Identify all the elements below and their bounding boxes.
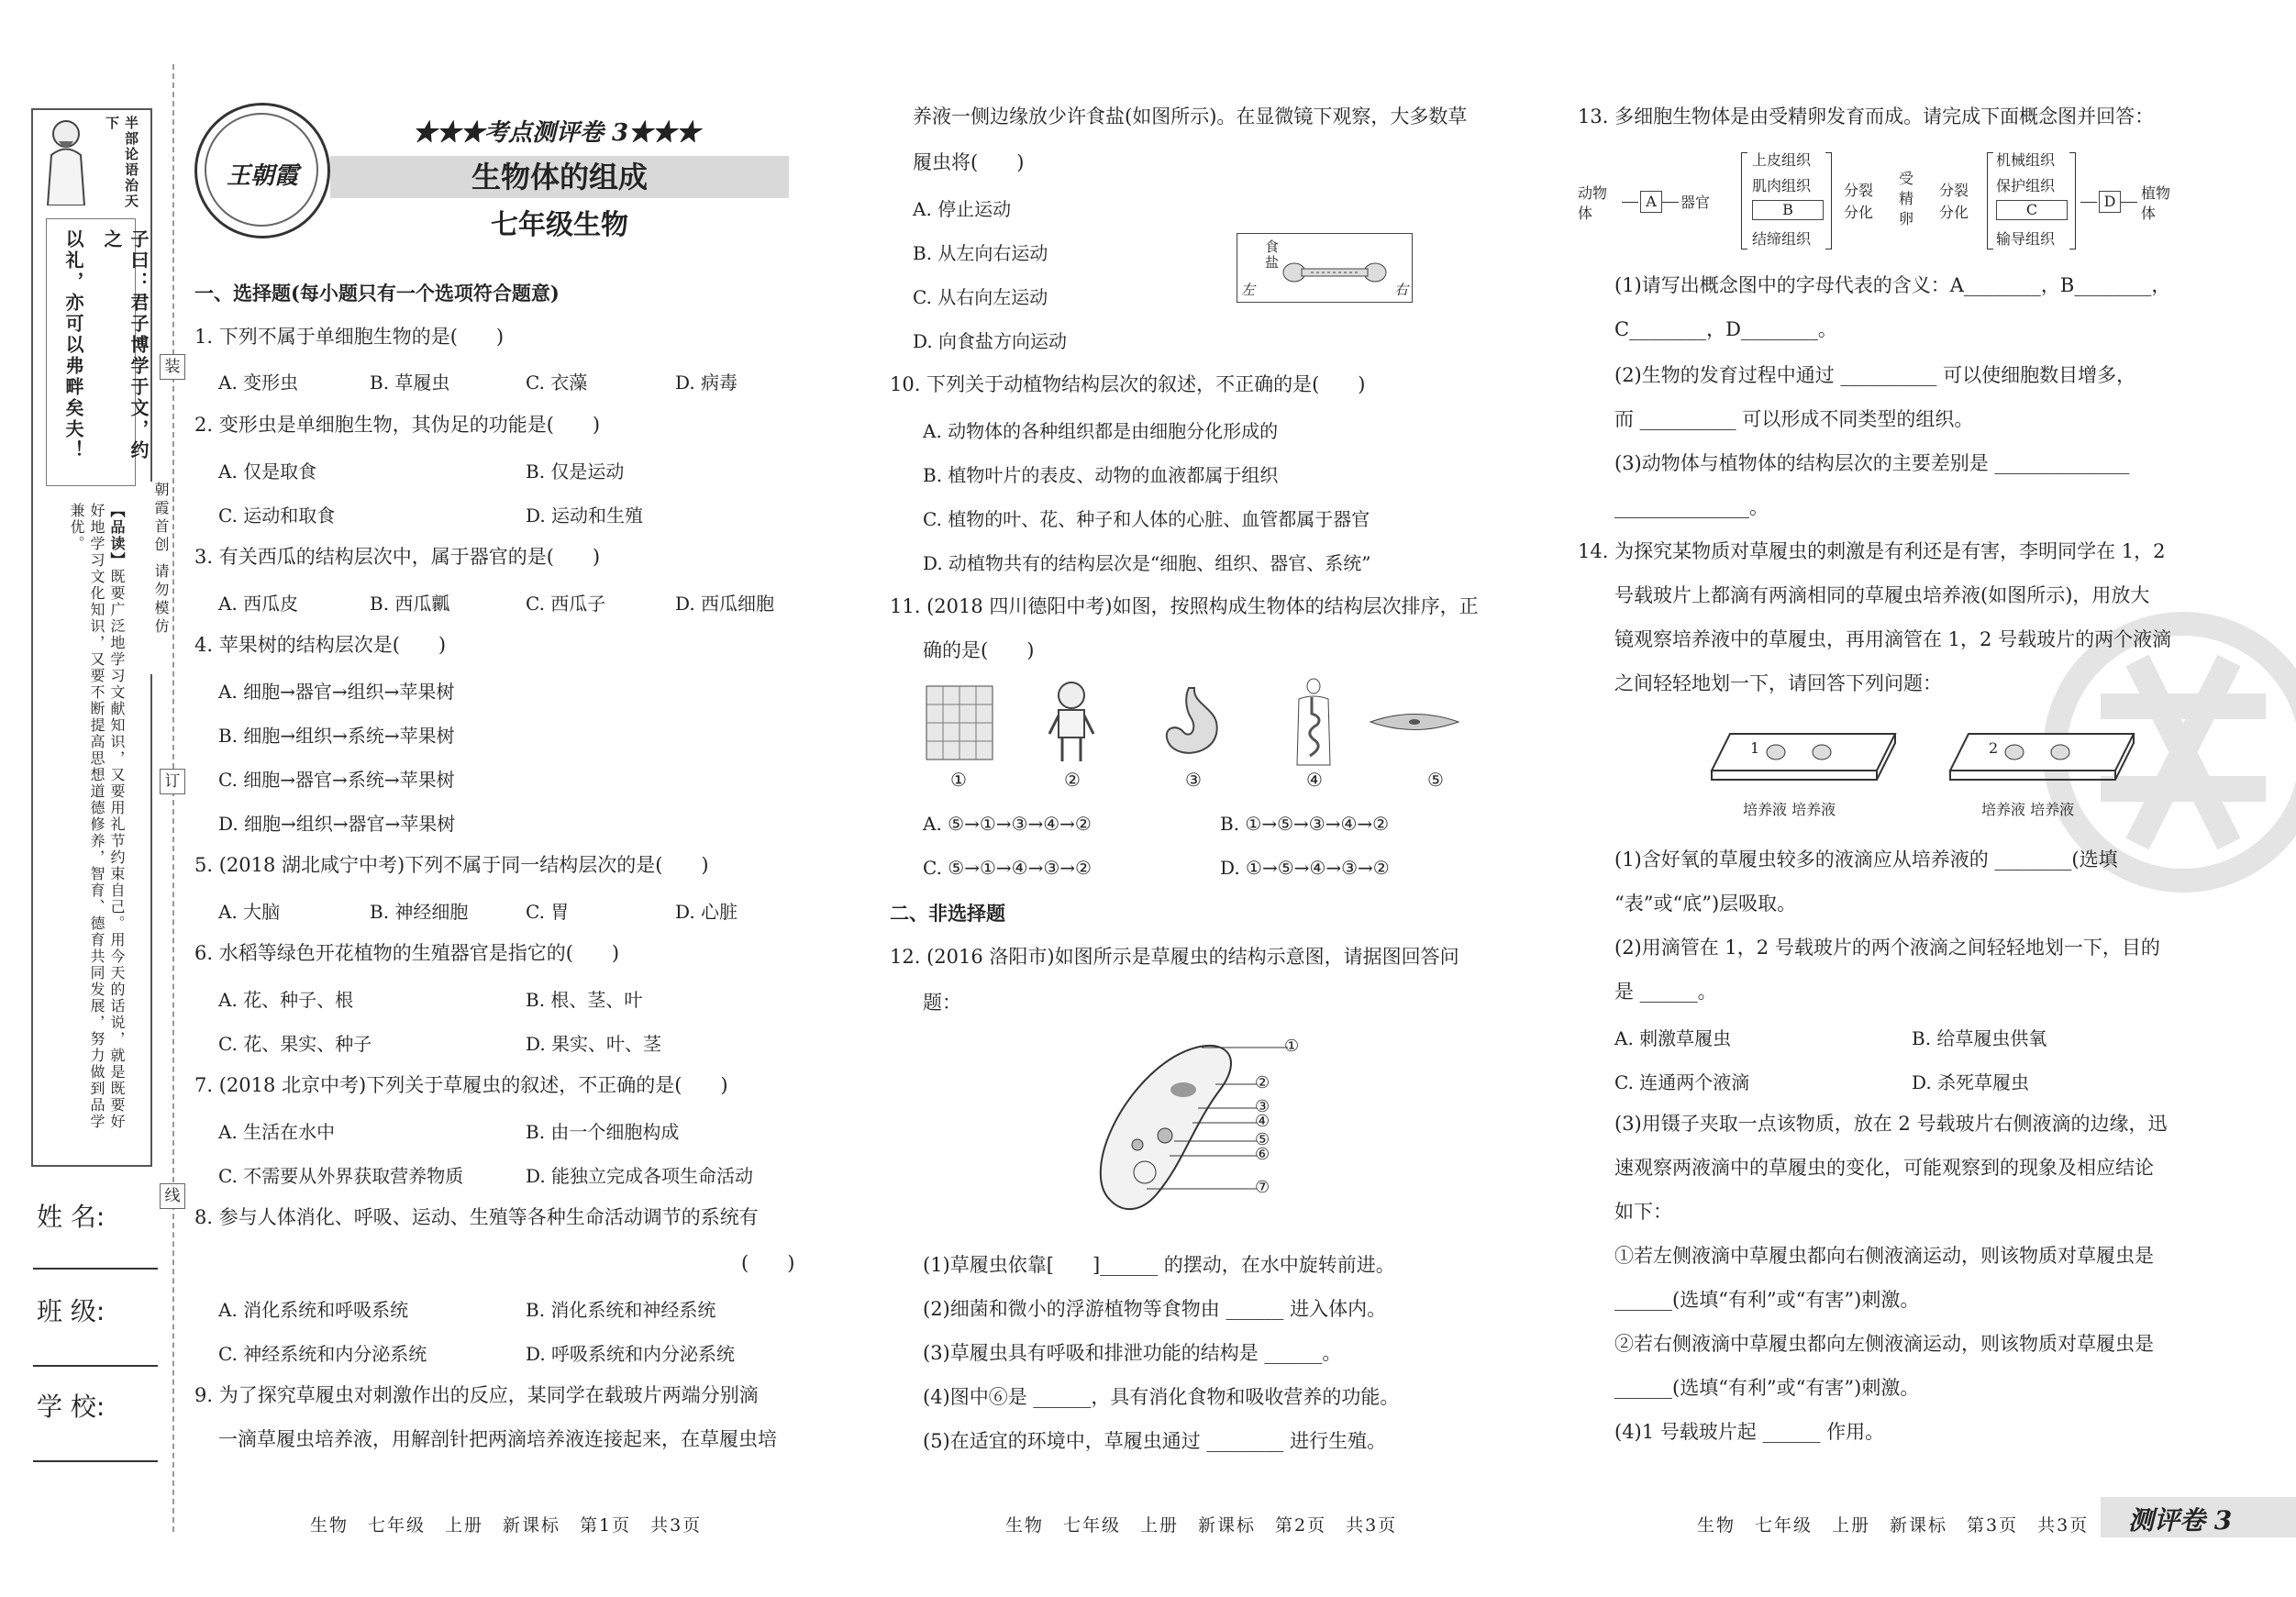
- cm-plant-tissue-1: 机械组织: [1996, 151, 2056, 169]
- q1-opt-a[interactable]: A. 变形虫: [218, 372, 299, 394]
- q12-sub-4[interactable]: (4)图中⑥是 ______，具有消化食物和吸收营养的功能。: [923, 1386, 1400, 1408]
- test-badge: 测评卷 3: [2128, 1505, 2233, 1536]
- q10-opt-d[interactable]: D. 动植物共有的结构层次是“细胞、组织、器官、系统”: [923, 552, 1371, 574]
- q8-opt-b[interactable]: B. 消化系统和神经系统: [526, 1299, 716, 1321]
- q9-stem-line-4: 履虫将( ): [913, 151, 1025, 173]
- q10-opt-a[interactable]: A. 动物体的各种组织都是由细胞分化形成的: [923, 420, 1279, 442]
- q1-opt-c[interactable]: C. 衣藻: [526, 372, 588, 394]
- q5-stem: 5. (2018 湖北咸宁中考)下列不属于同一结构层次的是( ): [194, 854, 709, 876]
- q13-sub-2b[interactable]: 而 __________ 可以形成不同类型的组织。: [1614, 408, 1974, 430]
- quote-line-1: 子曰：君子博学于文，约之: [101, 229, 150, 461]
- q14-sub-2a[interactable]: (2)用滴管在 1，2 号载玻片的两个液滴之间轻轻地划一下，目的: [1614, 937, 2160, 959]
- exam-title: ★★★考点测评卷 3★★★: [413, 119, 701, 147]
- q13-sub-1b[interactable]: C________，D________。: [1614, 318, 1837, 340]
- reading-label: 【品读】: [108, 503, 126, 569]
- q13-concept-map: [1578, 149, 2192, 259]
- q12-sub-5[interactable]: (5)在适宜的环境中，草履虫通过 ________ 进行生殖。: [923, 1430, 1387, 1452]
- cm-arrow-3: [2080, 202, 2097, 203]
- cm-division-2: 分裂分化: [1939, 182, 1969, 221]
- q12-fig-label-3: ③: [1255, 1097, 1270, 1116]
- q8-opt-a[interactable]: A. 消化系统和呼吸系统: [218, 1299, 409, 1321]
- q14-case-2a: ②若右侧液滴中草履虫都向左侧液滴运动，则该物质对草履虫是: [1614, 1333, 2154, 1355]
- q12-fig-label-6: ⑥: [1255, 1145, 1270, 1164]
- page-subtitle: 七年级生物: [491, 209, 628, 241]
- q5-opt-b[interactable]: B. 神经细胞: [370, 901, 469, 923]
- q12-fig-label-2: ②: [1255, 1073, 1270, 1092]
- reading-text: 既要广泛地学习文献知识，又要用礼节约束自己。用今天的话说，就是既要好好地学习文化知识，又要不断提高思想道德修养，智育、德育共同发展，努力做到品学兼优。: [68, 503, 126, 1130]
- q12-fig-label-4: ④: [1255, 1112, 1270, 1131]
- q10-opt-c[interactable]: C. 植物的叶、花、种子和人体的心脏、血管都属于器官: [923, 508, 1370, 530]
- q9-stem-line-3: 养液一侧边缘放少许食盐(如图所示)。在显微镜下观察，大多数草: [913, 105, 1468, 128]
- q9-fig-right-label: 右: [1393, 282, 1408, 298]
- q9-opt-d[interactable]: D. 向食盐方向运动: [913, 330, 1068, 352]
- cm-animal-tissue-bracket-r: [1825, 152, 1832, 250]
- q4-opt-d[interactable]: D. 细胞→组织→器官→苹果树: [218, 813, 456, 835]
- q11-opt-d[interactable]: D. ①→⑤→④→③→②: [1220, 857, 1390, 879]
- q5-opt-c[interactable]: C. 胃: [526, 901, 570, 923]
- cm-box-d: D: [2099, 191, 2121, 213]
- q11-figure-stomach: [1158, 682, 1227, 761]
- q2-stem: 2. 变形虫是单细胞生物，其伪足的功能是( ): [194, 414, 601, 436]
- q14-slide-1-liquid-labels: 培养液 培养液: [1743, 801, 1836, 818]
- q14-stem-line-4: 之间轻轻地划一下，请回答下列问题：: [1614, 672, 1942, 694]
- binding-line: [172, 64, 174, 1532]
- q5-opt-d[interactable]: D. 心脏: [675, 901, 738, 923]
- q14-opt-a[interactable]: A. 刺激草履虫: [1614, 1027, 1732, 1049]
- name-field[interactable]: [33, 1268, 158, 1270]
- q3-opt-b[interactable]: B. 西瓜瓤: [370, 593, 450, 615]
- confucius-portrait: [39, 114, 94, 205]
- q14-sub-1a[interactable]: (1)含好氧的草履虫较多的液滴应从培养液的 ________(选填: [1614, 848, 2118, 871]
- cm-animal-tissue-2: 肌肉组织: [1752, 177, 1812, 194]
- school-label: 学 校:: [37, 1392, 105, 1422]
- cm-arrow-2: [1662, 202, 1679, 203]
- cm-box-b: B: [1752, 200, 1824, 220]
- cm-arrow-1: [1622, 202, 1638, 203]
- q11-figure-boy: [1042, 679, 1101, 767]
- q11-opt-c[interactable]: C. ⑤→①→④→③→②: [923, 857, 1092, 879]
- q14-case-1b[interactable]: ______(选填“有利”或“有害”)刺激。: [1614, 1289, 1920, 1311]
- cm-plant-tissue-2: 保护组织: [1996, 177, 2056, 194]
- logo-badge: [194, 103, 330, 238]
- cm-arrow-4: [2121, 202, 2137, 203]
- q13-sub-1a[interactable]: (1)请写出概念图中的字母代表的含义：A________，B________，: [1614, 274, 2171, 296]
- class-field[interactable]: [33, 1365, 158, 1367]
- q9-stem-line-1: 9. 为了探究草履虫对刺激作出的反应，某同学在载玻片两端分别滴: [194, 1384, 759, 1406]
- page-footer-2: 生物 七年级 上册 新课标 第2页 共3页: [1005, 1515, 1398, 1536]
- q6-opt-c[interactable]: C. 花、果实、种子: [218, 1033, 372, 1055]
- q14-slide-1-figure: [1703, 725, 1904, 816]
- q3-opt-d[interactable]: D. 西瓜细胞: [675, 593, 775, 615]
- q9-fig-left-label: 左: [1241, 282, 1256, 298]
- seal-char-1: 装: [160, 354, 185, 380]
- q14-sub-3c: 如下：: [1614, 1201, 1672, 1223]
- page-title: 生物体的组成: [471, 160, 648, 194]
- name-label: 姓 名:: [37, 1202, 105, 1232]
- cm-animal-tissue-1: 上皮组织: [1752, 151, 1812, 169]
- cm-plant-tissue-bracket: [1987, 152, 1993, 250]
- section-non-choice: 二、非选择题: [890, 902, 1005, 925]
- q13-sub-3a[interactable]: (3)动物体与植物体的结构层次的主要差别是 ______________: [1614, 452, 2130, 474]
- q7-opt-b[interactable]: B. 由一个细胞构成: [526, 1121, 680, 1143]
- q1-stem: 1. 下列不属于单细胞生物的是( ): [194, 326, 505, 348]
- page-footer-3: 生物 七年级 上册 新课标 第3页 共3页: [1697, 1515, 2090, 1536]
- brand-vertical: 朝霞首创 请勿模仿: [150, 482, 172, 674]
- q12-sub-2[interactable]: (2)细菌和微小的浮游植物等食物由 ______ 进入体内。: [923, 1298, 1387, 1320]
- q14-slide-2-liquid-labels: 培养液 培养液: [1981, 801, 2075, 818]
- q12-fig-label-1: ①: [1284, 1037, 1300, 1056]
- q9-opt-a[interactable]: A. 停止运动: [913, 198, 1012, 220]
- q1-opt-d[interactable]: D. 病毒: [675, 372, 738, 394]
- q6-opt-d[interactable]: D. 果实、叶、茎: [526, 1033, 662, 1055]
- q11-opt-a[interactable]: A. ⑤→①→③→④→②: [923, 813, 1092, 835]
- q8-stem: 8. 参与人体消化、呼吸、运动、生殖等各种生命活动调节的系统有: [194, 1206, 759, 1228]
- q14-case-1a: ①若左侧液滴中草履虫都向右侧液滴运动，则该物质对草履虫是: [1614, 1245, 2154, 1267]
- q8-opt-c[interactable]: C. 神经系统和内分泌系统: [218, 1343, 427, 1365]
- cm-zygote: 受精卵: [1899, 170, 1914, 227]
- q14-case-2b[interactable]: ______(选填“有利”或“有害”)刺激。: [1614, 1377, 1920, 1399]
- q11-opt-b[interactable]: B. ①→⑤→③→④→②: [1220, 813, 1390, 835]
- q11-figure-tissue: [923, 681, 996, 763]
- cm-box-c: C: [1996, 200, 2068, 220]
- q7-opt-d[interactable]: D. 能独立完成各项生命活动: [526, 1165, 754, 1187]
- q10-opt-b[interactable]: B. 植物叶片的表皮、动物的血液都属于组织: [923, 464, 1279, 486]
- q9-stem-line-2: 一滴草履虫培养液，用解剖针把两滴培养液连接起来，在草履虫培: [218, 1428, 777, 1450]
- q2-opt-c[interactable]: C. 运动和取食: [218, 505, 336, 527]
- q14-stem-line-3: 镜观察培养液中的草履虫，再用滴管在 1，2 号载玻片的两个液滴: [1614, 628, 2172, 650]
- quote-line-2: 以礼，亦可以弗畔矣夫！: [62, 229, 84, 461]
- q11-stem-line-1: 11. (2018 四川德阳中考)如图，按照构成生物体的结构层次排序，正: [890, 595, 1479, 617]
- q14-sub-1b[interactable]: “表”或“底”)层吸取。: [1614, 893, 1797, 915]
- q14-opt-d[interactable]: D. 杀死草履虫: [1912, 1071, 2030, 1093]
- q9-opt-c[interactable]: C. 从右向左运动: [913, 286, 1048, 308]
- q10-stem: 10. 下列关于动植物结构层次的叙述，不正确的是( ): [890, 373, 1366, 395]
- seal-char-3: 线: [160, 1183, 185, 1209]
- q13-sub-2a[interactable]: (2)生物的发育过程中通过 __________ 可以使细胞数目增多，: [1614, 364, 2136, 386]
- q2-opt-b[interactable]: B. 仅是运动: [526, 460, 625, 482]
- q7-opt-a[interactable]: A. 生活在水中: [218, 1121, 336, 1143]
- seal-char-2: 订: [160, 769, 185, 794]
- q12-paramecium-figure: [1082, 1035, 1312, 1218]
- q4-opt-a[interactable]: A. 细胞→器官→组织→苹果树: [218, 681, 455, 703]
- cm-box-a: A: [1640, 191, 1662, 213]
- q8-paren: ( ): [741, 1252, 795, 1274]
- q14-slide-1-number: 1: [1750, 739, 1760, 757]
- q7-stem: 7. (2018 北京中考)下列关于草履虫的叙述，不正确的是( ): [194, 1074, 728, 1096]
- q6-opt-a[interactable]: A. 花、种子、根: [218, 989, 354, 1011]
- q14-slide-2-figure: [1941, 725, 2143, 816]
- cm-animal-tissue-bracket: [1741, 152, 1747, 250]
- q13-stem: 13. 多细胞生物体是由受精卵发育而成。请完成下面概念图并回答：: [1578, 105, 2155, 128]
- q14-slide-2-number: 2: [1989, 739, 1999, 757]
- cm-division-1: 分裂分化: [1844, 182, 1874, 221]
- q1-opt-b[interactable]: B. 草履虫: [370, 372, 450, 394]
- q7-opt-c[interactable]: C. 不需要从外界获取营养物质: [218, 1165, 464, 1187]
- q11-fig-label-2: ②: [1064, 769, 1081, 791]
- cm-organ: 器官: [1680, 194, 1711, 211]
- q11-stem-line-2: 确的是( ): [923, 639, 1035, 661]
- q2-opt-a[interactable]: A. 仅是取食: [218, 460, 317, 482]
- q12-fig-label-7: ⑦: [1255, 1178, 1270, 1197]
- cm-plant: 植物体: [2141, 184, 2171, 222]
- q12-stem-line-2: 题：: [923, 992, 961, 1014]
- cm-animal: 动物体: [1578, 184, 1608, 222]
- q11-fig-label-3: ③: [1185, 769, 1202, 791]
- q9-opt-b[interactable]: B. 从左向右运动: [913, 242, 1048, 264]
- q11-fig-label-1: ①: [950, 769, 967, 791]
- q14-stem-line-1: 14. 为探究某物质对草履虫的刺激是有利还是有害，李明同学在 1，2: [1578, 540, 2166, 562]
- q12-sub-1[interactable]: (1)草履虫依靠[ ]______ 的摆动，在水中旋转前进。: [923, 1254, 1395, 1276]
- q12-stem-line-1: 12. (2016 洛阳市)如图所示是草履虫的结构示意图，请据图回答问: [890, 946, 1459, 968]
- q4-opt-c[interactable]: C. 细胞→器官→系统→苹果树: [218, 769, 455, 791]
- cm-plant-tissue-bracket-r: [2069, 152, 2076, 250]
- q14-stem-line-2: 号载玻片上都滴有两滴相同的草履虫培养液(如图所示)，用放大: [1614, 584, 2150, 606]
- q11-figure-muscle-cell: [1369, 708, 1460, 736]
- q11-figure-digestive-system: [1284, 677, 1343, 767]
- cm-animal-tissue-4: 结缔组织: [1752, 230, 1812, 248]
- q12-sub-3[interactable]: (3)草履虫具有呼吸和排泄功能的结构是 ______。: [923, 1342, 1342, 1364]
- q8-opt-d[interactable]: D. 呼吸系统和内分泌系统: [526, 1343, 736, 1365]
- q4-stem: 4. 苹果树的结构层次是( ): [194, 634, 447, 656]
- page-footer-1: 生物 七年级 上册 新课标 第1页 共3页: [310, 1515, 703, 1536]
- cm-plant-tissue-4: 输导组织: [1996, 230, 2056, 248]
- q12-fig-label-5: ⑤: [1255, 1130, 1270, 1149]
- class-label: 班 级:: [37, 1296, 105, 1326]
- q2-opt-d[interactable]: D. 运动和生殖: [526, 505, 644, 527]
- q14-sub-3a: (3)用镊子夹取一点该物质，放在 2 号载玻片右侧液滴的边缘，迅: [1614, 1113, 2168, 1135]
- q5-opt-a[interactable]: A. 大脑: [218, 901, 281, 923]
- q14-opt-b[interactable]: B. 给草履虫供氧: [1912, 1027, 2047, 1049]
- q3-opt-a[interactable]: A. 西瓜皮: [218, 593, 299, 615]
- q3-stem: 3. 有关西瓜的结构层次中，属于器官的是( ): [194, 546, 601, 568]
- q14-sub-2b[interactable]: 是 ______。: [1614, 981, 1717, 1003]
- q6-stem: 6. 水稻等绿色开花植物的生殖器官是指它的( ): [194, 942, 620, 964]
- section-choice: 一、选择题(每小题只有一个选项符合题意): [194, 282, 560, 305]
- q4-opt-b[interactable]: B. 细胞→组织→系统→苹果树: [218, 725, 455, 747]
- q11-fig-label-4: ④: [1306, 769, 1323, 791]
- sidebar-motto: 半部论语治天下: [104, 116, 139, 209]
- q14-sub-4[interactable]: (4)1 号载玻片起 ______ 作用。: [1614, 1421, 1885, 1443]
- q13-sub-3b[interactable]: ______________。: [1614, 496, 1769, 518]
- q9-fig-salt-label: 食盐: [1265, 238, 1280, 271]
- q11-fig-label-5: ⑤: [1427, 769, 1444, 791]
- school-field[interactable]: [33, 1460, 158, 1462]
- q14-opt-c[interactable]: C. 连通两个液滴: [1614, 1071, 1750, 1093]
- q6-opt-b[interactable]: B. 根、茎、叶: [526, 989, 643, 1011]
- q3-opt-c[interactable]: C. 西瓜子: [526, 593, 606, 615]
- reading-box: [46, 495, 134, 1156]
- logo-text: 王朝霞: [226, 162, 298, 190]
- q14-sub-3b: 速观察两液滴中的草履虫的变化，可能观察到的现象及相应结论: [1614, 1157, 2154, 1179]
- q9-slide-figure: [1237, 233, 1413, 303]
